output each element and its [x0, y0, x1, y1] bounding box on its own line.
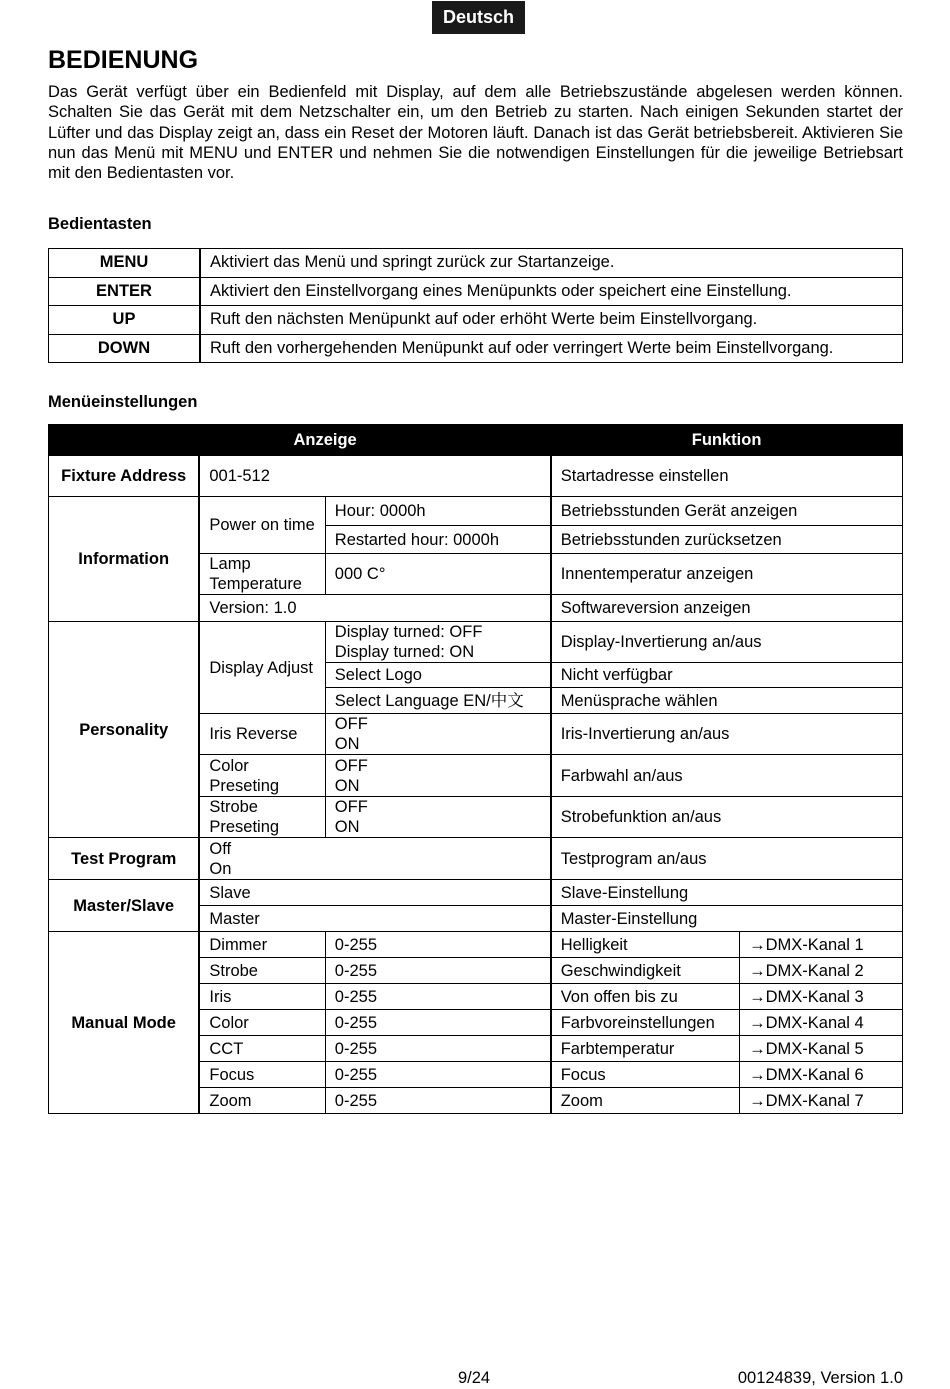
menu-function: Menüsprache wählen	[551, 688, 903, 714]
option-off: OFF	[334, 756, 368, 775]
menu-item: Zoom	[199, 1088, 325, 1114]
key-name: ENTER	[49, 277, 201, 306]
key-description: Ruft den nächsten Menüpunkt auf oder erhöht Werte beim Einstellvorgang.	[200, 306, 903, 335]
menu-value: Slave	[199, 880, 550, 906]
dmx-channel: →DMX-Kanal 1	[740, 932, 903, 958]
menu-item: Iris	[199, 984, 325, 1010]
dmx-channel: →DMX-Kanal 3	[740, 984, 903, 1010]
key-name: MENU	[49, 249, 201, 278]
menu-item: Display Adjust	[199, 622, 325, 714]
arrow-right-icon: →	[749, 935, 766, 954]
menu-function: Von offen bis zu	[551, 984, 740, 1010]
col-funktion: Funktion	[551, 425, 903, 456]
menu-function: Focus	[551, 1062, 740, 1088]
doc-version: 00124839, Version 1.0	[737, 1369, 903, 1387]
menu-value: 001-512	[199, 456, 550, 497]
intro-paragraph: Das Gerät verfügt über ein Bedienfeld mit Display, auf dem alle Betriebszustände abgelesen werden können. Schalten Sie das Gerät mit dem Netzschalter ein, um den Betrieb zu starten. Nach einigen Sekunden startet der Lüfter und das Display zeigt an, dass ein Reset der Motoren läuft. Danach ist das Gerät betriebsbereit. Aktivieren Sie nun das Menü mit MENU und ENTER und nehmen Sie die notwendigen Einstellungen für die jeweilige Betriebsart mit den Bedientasten vor.	[48, 83, 903, 183]
key-description: Aktiviert den Einstellvorgang eines Menüpunkts oder speichert eine Einstellung.	[200, 277, 903, 306]
menu-value: 0-255	[325, 958, 550, 984]
arrow-right-icon: →	[749, 1065, 766, 1084]
menu-function: Geschwindigkeit	[551, 958, 740, 984]
option-on: On	[209, 859, 232, 878]
menu-value: Hour: 0000h	[325, 497, 550, 526]
language-badge: Deutsch	[432, 1, 525, 34]
table-row	[49, 456, 903, 497]
table-row	[49, 277, 903, 306]
dmx-channel: →DMX-Kanal 7	[740, 1088, 903, 1114]
table-row	[49, 497, 903, 526]
menu-value: Select Logo	[325, 663, 550, 688]
menu-function: Slave-Einstellung	[551, 880, 903, 906]
dmx-channel: →DMX-Kanal 4	[740, 1010, 903, 1036]
menu-function: Master-Einstellung	[551, 906, 903, 932]
menu-value: Restarted hour: 0000h	[325, 526, 550, 554]
category-test-program: Test Program	[49, 838, 200, 880]
menu-value	[325, 755, 550, 797]
menu-function: Farbvoreinstellungen	[551, 1010, 740, 1036]
option-on: ON	[334, 818, 360, 836]
menu-value: 0-255	[325, 1036, 550, 1062]
menu-value	[325, 797, 550, 838]
menu-value	[325, 622, 550, 663]
table-row	[49, 838, 903, 880]
menu-function: Farbwahl an/aus	[551, 755, 903, 797]
table-row	[49, 932, 903, 958]
arrow-right-icon: →	[749, 1039, 766, 1058]
menu-value: 0-255	[325, 1062, 550, 1088]
table-row	[49, 249, 903, 278]
option-on: Display turned: ON	[334, 643, 475, 661]
menu-value: 0-255	[325, 984, 550, 1010]
option-on: ON	[334, 776, 360, 795]
menu-value: Master	[199, 906, 550, 932]
menu-value: 0-255	[325, 1010, 550, 1036]
menu-value: 0-255	[325, 1088, 550, 1114]
menu-function: Softwareversion anzeigen	[551, 595, 903, 622]
keys-heading: Bedientasten	[48, 215, 152, 233]
menu-value: 0-255	[325, 932, 550, 958]
menu-item: Iris Reverse	[199, 714, 325, 755]
menu-item: Strobe Preseting	[199, 797, 325, 838]
key-description: Aktiviert das Menü und springt zurück zur Startanzeige.	[200, 249, 903, 278]
table-row	[49, 334, 903, 363]
arrow-right-icon: →	[749, 987, 766, 1006]
option-off: OFF	[334, 798, 368, 816]
menu-function: Iris-Invertierung an/aus	[551, 714, 903, 755]
menu-function: Nicht verfügbar	[551, 663, 903, 688]
menu-function: Farbtemperatur	[551, 1036, 740, 1062]
menu-item: Color Preseting	[199, 755, 325, 797]
menu-function: Startadresse einstellen	[551, 456, 903, 497]
category-manual-mode: Manual Mode	[49, 932, 200, 1114]
category-master-slave: Master/Slave	[49, 880, 200, 932]
menu-value: 000 C°	[325, 554, 550, 595]
menu-function: Zoom	[551, 1088, 740, 1114]
option-off: Off	[209, 839, 232, 858]
menu-value	[325, 714, 550, 755]
table-header-row	[49, 425, 903, 456]
category-personality: Personality	[49, 622, 200, 838]
menu-table	[48, 424, 903, 1114]
table-row	[49, 622, 903, 663]
option-off: Display turned: OFF	[334, 623, 483, 641]
menu-item: Strobe	[199, 958, 325, 984]
menu-function: Testprogram an/aus	[551, 838, 903, 880]
menu-item: Dimmer	[199, 932, 325, 958]
menu-item: Focus	[199, 1062, 325, 1088]
key-name: DOWN	[49, 334, 201, 363]
key-description: Ruft den vorhergehenden Menüpunkt auf oder verringert Werte beim Einstellvorgang.	[200, 334, 903, 363]
menu-item: Lamp Temperature	[199, 554, 325, 595]
menu-item: Color	[199, 1010, 325, 1036]
dmx-channel: →DMX-Kanal 6	[740, 1062, 903, 1088]
menu-value	[199, 838, 550, 880]
page-title: BEDIENUNG	[48, 46, 199, 74]
category-fixture-address: Fixture Address	[49, 456, 200, 497]
menu-function: Strobefunktion an/aus	[551, 797, 903, 838]
dmx-channel: →DMX-Kanal 5	[740, 1036, 903, 1062]
keys-table	[48, 248, 903, 363]
col-anzeige: Anzeige	[49, 425, 551, 456]
menu-item: CCT	[199, 1036, 325, 1062]
dmx-channel: →DMX-Kanal 2	[740, 958, 903, 984]
table-row	[49, 306, 903, 335]
table-row	[49, 880, 903, 906]
menu-function: Display-Invertierung an/aus	[551, 622, 903, 663]
arrow-right-icon: →	[749, 1013, 766, 1032]
arrow-right-icon: →	[749, 1091, 766, 1110]
menu-function: Helligkeit	[551, 932, 740, 958]
option-off: OFF	[334, 715, 368, 733]
menu-function: Betriebsstunden zurücksetzen	[551, 526, 903, 554]
page-number: 9/24	[458, 1369, 491, 1387]
option-on: ON	[334, 735, 360, 753]
category-information: Information	[49, 497, 200, 622]
menu-function: Innentemperatur anzeigen	[551, 554, 903, 595]
menu-function: Betriebsstunden Gerät anzeigen	[551, 497, 903, 526]
arrow-right-icon: →	[749, 961, 766, 980]
key-name: UP	[49, 306, 201, 335]
menu-value: Select Language EN/中文	[325, 688, 550, 714]
menu-item: Power on time	[199, 497, 325, 554]
menu-value: Version: 1.0	[199, 595, 550, 622]
menu-heading: Menüeinstellungen	[48, 393, 198, 411]
